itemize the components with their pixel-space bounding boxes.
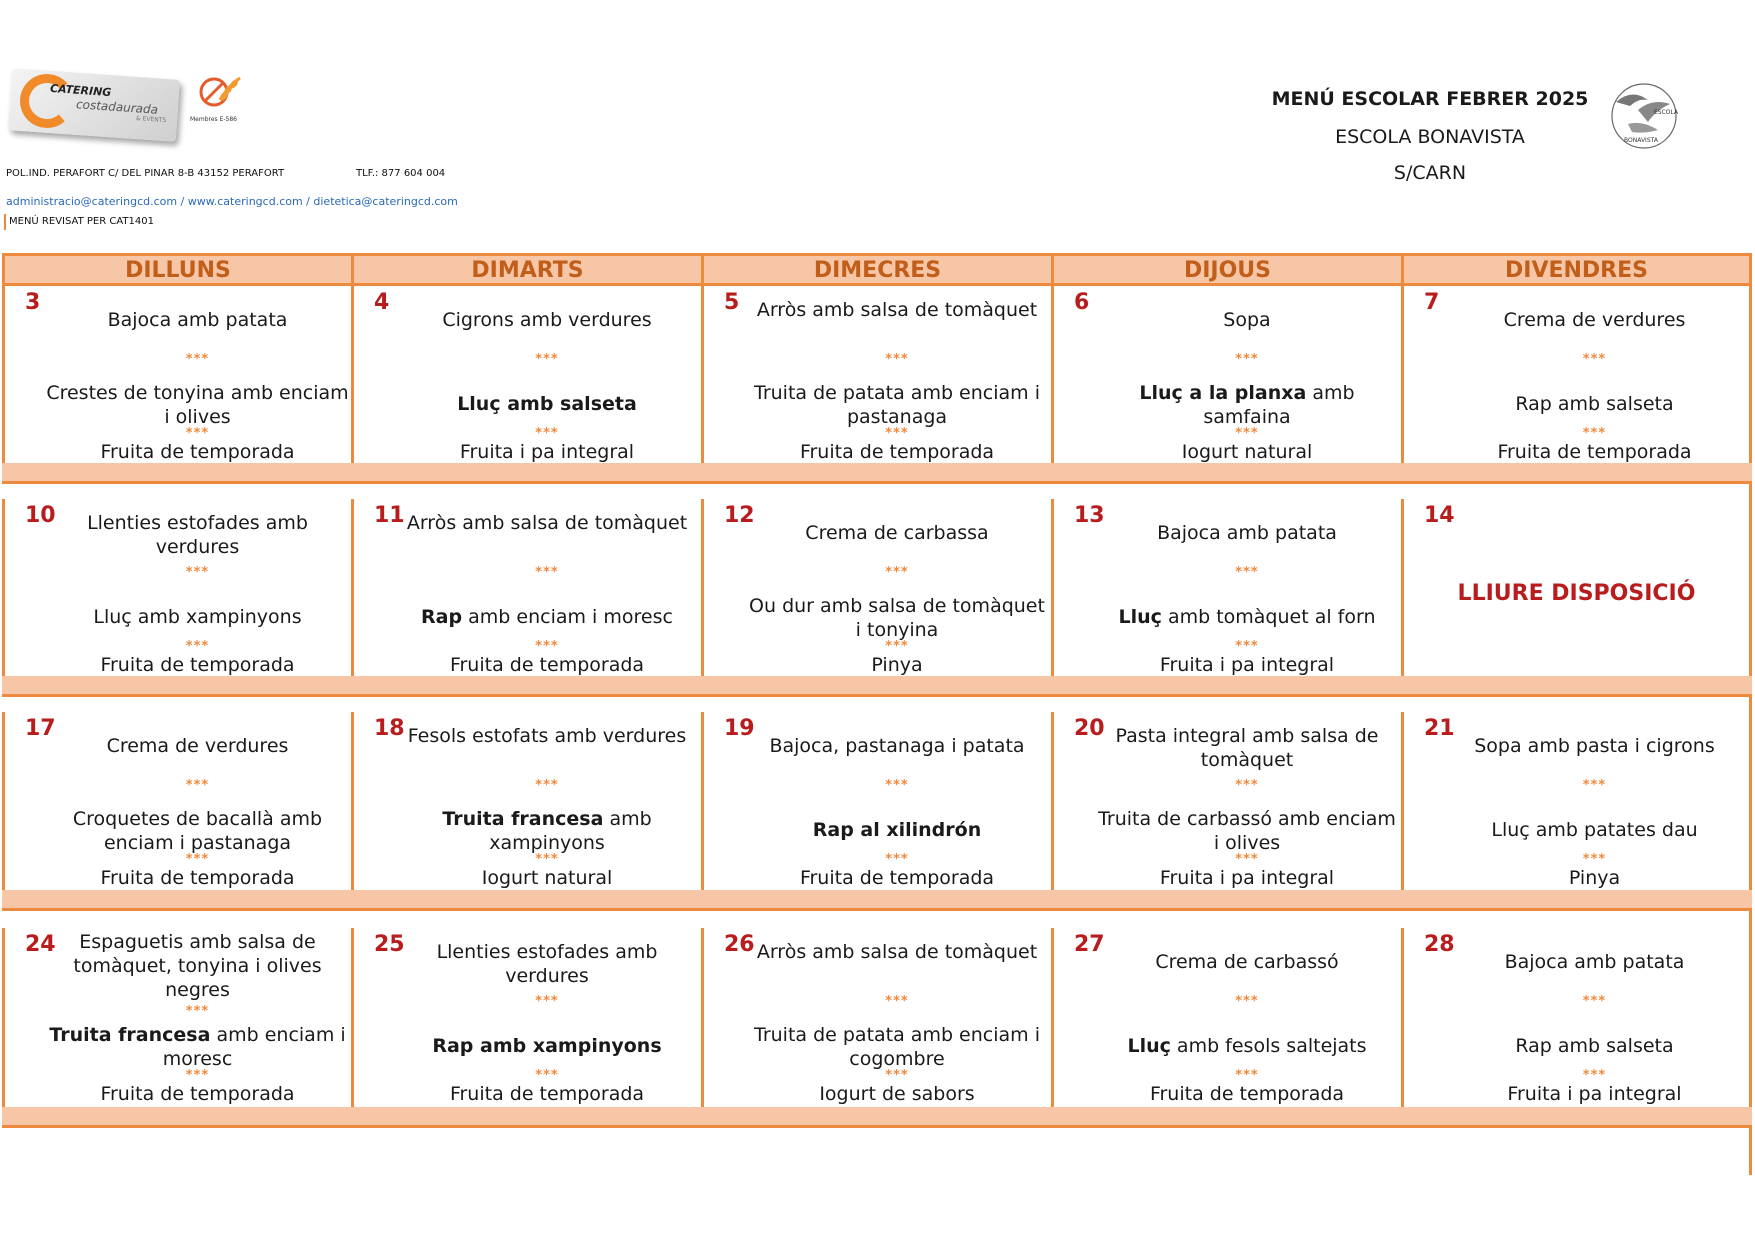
day-cell	[1051, 499, 1404, 676]
course-separator: ***	[1235, 994, 1259, 1009]
course-separator: ***	[1582, 778, 1607, 793]
first-course: Arròs amb salsa de tomàquet	[756, 299, 1038, 321]
dessert: Fruita de temporada	[799, 441, 995, 463]
day-cell	[2, 928, 354, 1107]
day-cell	[1051, 712, 1404, 890]
school-name: ESCOLA BONAVISTA	[1335, 126, 1525, 148]
first-course: Llenties estofades amb verdures	[436, 941, 658, 987]
second-course	[394, 605, 700, 629]
day-number: 6	[1074, 290, 1090, 315]
menu-title: MENÚ ESCOLAR FEBRER 2025	[1271, 88, 1589, 110]
course-separator: ***	[1235, 1068, 1259, 1083]
weekday-header: DIJOUS	[1051, 253, 1404, 286]
week-row	[2, 499, 1752, 694]
day-number: 24	[25, 932, 56, 957]
second-course-side: amb fesols saltejats	[1170, 1035, 1367, 1057]
revisat-note: MENÚ REVISAT PER CAT1401	[4, 214, 154, 230]
dessert: Iogurt de sabors	[819, 1083, 975, 1105]
first-course: Bajoca amb patata	[1504, 951, 1685, 973]
day-number: 20	[1074, 716, 1105, 741]
day-number: 19	[724, 716, 755, 741]
course-separator: ***	[535, 426, 559, 441]
first-course: Arròs amb salsa de tomàquet	[756, 941, 1038, 963]
second-course-side: amb tomàquet al forn	[1161, 606, 1376, 628]
day-number: 14	[1424, 503, 1455, 528]
course-separator: ***	[185, 1004, 210, 1019]
course-separator: ***	[1582, 426, 1607, 441]
first-course: Arròs amb salsa de tomàquet	[406, 512, 688, 534]
second-course-side: amb xampinyons	[489, 808, 652, 854]
week-row	[2, 286, 1752, 481]
day-number: 5	[724, 290, 740, 315]
second-course-side: amb enciam i moresc	[162, 1024, 346, 1070]
course-separator: ***	[185, 778, 210, 793]
first-course: Bajoca amb patata	[1157, 522, 1337, 544]
course-separator: ***	[535, 1068, 559, 1083]
day-cell	[701, 712, 1054, 890]
second-course	[744, 1023, 1050, 1071]
first-course: Crema de carbassa	[805, 522, 989, 544]
day-number: 13	[1074, 503, 1105, 528]
weekday-header-row	[2, 253, 1752, 286]
day-number: 28	[1424, 932, 1455, 957]
week-row	[2, 928, 1752, 1125]
course-separator: ***	[535, 352, 559, 367]
course-separator: ***	[885, 1068, 909, 1083]
course-separator: ***	[185, 352, 210, 367]
catering-logo: CATERING costadaurada & EVENTS	[10, 70, 180, 140]
day-cell	[351, 712, 704, 890]
course-separator: ***	[535, 994, 559, 1009]
dessert: Fruita de temporada	[449, 654, 645, 676]
second-course-side: Lluç amb xampinyons	[93, 606, 302, 628]
course-separator: ***	[885, 778, 909, 793]
day-cell	[2, 286, 354, 463]
day-number: 25	[374, 932, 405, 957]
dessert: Fruita i pa integral	[1159, 654, 1335, 676]
second-course-side: amb samfaina	[1203, 382, 1355, 428]
second-course-main: Lluç amb salseta	[457, 393, 637, 415]
course-separator: ***	[185, 639, 210, 654]
dessert: Fruita i pa integral	[1159, 867, 1335, 889]
dessert: Pinya	[871, 654, 923, 676]
member-label: Membres E-586	[190, 116, 237, 123]
dessert: Fruita i pa integral	[459, 441, 635, 463]
second-course	[394, 807, 700, 855]
second-course	[45, 381, 350, 429]
day-cell	[1401, 286, 1752, 463]
day-cell	[1401, 712, 1752, 890]
day-cell	[1051, 286, 1404, 463]
course-separator: ***	[885, 852, 909, 867]
weekday-header: DIVENDRES	[1401, 253, 1752, 286]
course-separator: ***	[1235, 852, 1259, 867]
dessert: Pinya	[1568, 867, 1621, 889]
course-separator: ***	[885, 565, 909, 580]
second-course-side: Croquetes de bacallà amb enciam i pastanaga	[72, 808, 323, 854]
course-separator: ***	[1235, 352, 1259, 367]
second-course	[45, 807, 350, 855]
dessert: Fruita de temporada	[449, 1083, 645, 1105]
no-gluten-icon	[198, 72, 246, 112]
day-cell	[2, 712, 354, 890]
day-number: 21	[1424, 716, 1455, 741]
second-course-main: Truita francesa	[442, 808, 604, 830]
week-separator-bar	[2, 1107, 1752, 1128]
course-separator: ***	[535, 565, 559, 580]
dessert: Iogurt natural	[481, 867, 613, 889]
day-number: 26	[724, 932, 755, 957]
course-separator: ***	[185, 426, 210, 441]
second-course-main: Rap al xilindrón	[812, 819, 982, 841]
course-separator: ***	[535, 852, 559, 867]
first-course: Bajoca, pastanaga i patata	[769, 735, 1025, 757]
first-course: Cigrons amb verdures	[442, 309, 652, 331]
first-course: Llenties estofades amb verdures	[87, 512, 308, 558]
course-separator: ***	[1582, 352, 1607, 367]
week-separator-bar	[2, 890, 1752, 911]
diet-type: S/CARN	[1393, 162, 1467, 184]
day-cell	[351, 928, 704, 1107]
second-course-main: Rap	[421, 606, 463, 628]
dessert: Fruita de temporada	[100, 654, 295, 676]
day-number: 7	[1424, 290, 1440, 315]
course-separator: ***	[885, 426, 909, 441]
day-cell	[1401, 499, 1752, 676]
second-course-side: Truita de patata amb enciam i cogombre	[754, 1024, 1040, 1070]
weekday-header: DILLUNS	[2, 253, 354, 286]
second-course	[45, 605, 350, 629]
day-cell	[1401, 928, 1752, 1107]
weekday-header: DIMARTS	[351, 253, 704, 286]
dessert: Fruita i pa integral	[1507, 1083, 1682, 1105]
dessert: Fruita de temporada	[799, 867, 995, 889]
second-course	[1094, 381, 1400, 429]
course-separator: ***	[185, 565, 210, 580]
menu-calendar	[2, 253, 1752, 1175]
company-emails[interactable]: administracio@cateringcd.com / www.cateringcd.com / dietetica@cateringcd.com	[6, 195, 458, 208]
first-course: Sopa amb pasta i cigrons	[1474, 735, 1715, 757]
course-separator: ***	[185, 852, 210, 867]
second-course	[1444, 818, 1745, 842]
course-separator: ***	[1235, 426, 1259, 441]
course-separator: ***	[1235, 565, 1259, 580]
svg-text:ESCOLA: ESCOLA	[1654, 109, 1679, 116]
first-course: Bajoca amb patata	[107, 309, 288, 331]
day-number: 27	[1074, 932, 1105, 957]
day-cell	[701, 286, 1054, 463]
second-course-side: Truita de carbassó amb enciam i olives	[1098, 808, 1396, 854]
holiday-label: LLIURE DISPOSICIÓ	[1457, 581, 1696, 606]
second-course	[744, 381, 1050, 429]
course-separator: ***	[535, 778, 559, 793]
course-separator: ***	[885, 994, 909, 1009]
day-cell	[351, 499, 704, 676]
day-cell	[701, 499, 1054, 676]
second-course	[1094, 807, 1400, 855]
course-separator: ***	[1235, 778, 1259, 793]
company-address: POL.IND. PERAFORT C/ DEL PINAR 8-B 43152 PERAFORT	[6, 168, 285, 179]
day-number: 3	[25, 290, 41, 315]
second-course	[1094, 605, 1400, 629]
second-course-main: Rap amb xampinyons	[432, 1035, 662, 1057]
dessert: Fruita de temporada	[1497, 441, 1692, 463]
course-separator: ***	[535, 639, 559, 654]
second-course	[1444, 1034, 1745, 1058]
course-separator: ***	[885, 639, 909, 654]
week-row	[2, 712, 1752, 908]
course-separator: ***	[885, 352, 909, 367]
dessert: Fruita de temporada	[100, 867, 295, 889]
dessert: Fruita de temporada	[100, 441, 295, 463]
second-course	[394, 1034, 700, 1058]
second-course	[744, 818, 1050, 842]
second-course-side: Rap amb salseta	[1515, 393, 1674, 415]
second-course-side: Crestes de tonyina amb enciam i olives	[46, 382, 349, 428]
first-course: Espaguetis amb salsa de tomàquet, tonyina i olives negres	[73, 931, 322, 1001]
second-course-side: amb enciam i moresc	[462, 606, 673, 628]
first-course: Sopa	[1223, 309, 1271, 331]
course-separator: ***	[185, 1068, 210, 1083]
first-course: Fesols estofats amb verdures	[407, 725, 687, 747]
second-course-side: Lluç amb patates dau	[1491, 819, 1698, 841]
day-number: 4	[374, 290, 390, 315]
dessert: Fruita de temporada	[100, 1083, 295, 1105]
second-course-main: Truita francesa	[49, 1024, 211, 1046]
svg-text:BONAVISTA: BONAVISTA	[1624, 137, 1658, 144]
second-course	[45, 1023, 350, 1071]
dessert: Iogurt natural	[1181, 441, 1313, 463]
day-number: 12	[724, 503, 755, 528]
school-logo-icon	[1608, 80, 1680, 152]
second-course-main: Lluç a la planxa	[1139, 382, 1307, 404]
course-separator: ***	[1582, 852, 1607, 867]
day-number: 18	[374, 716, 405, 741]
week-separator-bar	[2, 676, 1752, 697]
second-course-main: Lluç	[1118, 606, 1162, 628]
weekday-header: DIMECRES	[701, 253, 1054, 286]
second-course	[1094, 1034, 1400, 1058]
second-course-side: Rap amb salseta	[1515, 1035, 1674, 1057]
second-course-main: Lluç	[1127, 1035, 1171, 1057]
day-cell	[701, 928, 1054, 1107]
first-course: Crema de verdures	[1503, 309, 1686, 331]
course-separator: ***	[1235, 639, 1259, 654]
second-course	[1444, 392, 1745, 416]
day-number: 10	[25, 503, 56, 528]
second-course-side: Ou dur amb salsa de tomàquet i tonyina	[749, 595, 1045, 641]
course-separator: ***	[1582, 994, 1607, 1009]
day-number: 17	[25, 716, 56, 741]
day-number: 11	[374, 503, 405, 528]
course-separator: ***	[1582, 1068, 1607, 1083]
dessert: Fruita de temporada	[1149, 1083, 1345, 1105]
day-cell	[2, 499, 354, 676]
day-cell	[351, 286, 704, 463]
first-course: Pasta integral amb salsa de tomàquet	[1115, 725, 1379, 771]
second-course	[394, 392, 700, 416]
first-course: Crema de verdures	[106, 735, 289, 757]
second-course	[744, 594, 1050, 642]
week-separator-bar	[2, 463, 1752, 484]
day-cell	[1051, 928, 1404, 1107]
second-course-side: Truita de patata amb enciam i pastanaga	[754, 382, 1040, 428]
first-course: Crema de carbassó	[1155, 951, 1339, 973]
company-phone: TLF.: 877 604 004	[356, 168, 446, 179]
